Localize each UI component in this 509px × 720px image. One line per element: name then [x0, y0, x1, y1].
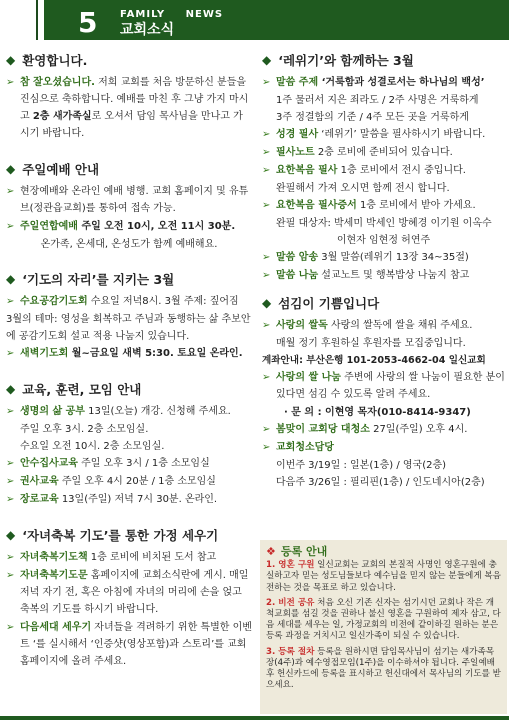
bottom-bar	[0, 716, 509, 720]
diamond-bullet-icon: ◆	[6, 382, 16, 396]
page-number: 5	[78, 6, 98, 39]
left-column	[6, 48, 252, 671]
registration-paragraph-1: 1. 영혼 구원 일신교회는 교회의 본질적 사명인 영혼구원에 충실하고자 믿는 성도님들보다 예수님을 믿지 않는 분들에게 복음 전하는 것을 목표로 하고 있습니다.	[266, 560, 501, 593]
worship-section-title: ◆ 주일예배 안내	[6, 162, 100, 177]
arrow-bullet-icon: ➢	[262, 372, 271, 383]
diamond-bullet-icon: ◆	[262, 53, 272, 67]
leviticus-item-5-line-1: 완필 대상자: 박세미 박세인 방혜경 이기원 이옥수	[276, 218, 492, 229]
blessing-section-title: ◆ ‘자녀축복 기도’를 통한 가정 세우기	[6, 528, 219, 543]
flower-bullet-icon: ❖	[266, 545, 276, 558]
arrow-bullet-icon: ➢	[6, 406, 15, 417]
cleaning-next-week: 다음주 3/26일 : 필리핀(1층) / 인도네시아(2층)	[276, 477, 485, 488]
worship-item-2-cont: 온가족, 온세대, 온성도가 함께 예배해요.	[40, 239, 218, 250]
arrow-bullet-icon: ➢	[262, 442, 271, 453]
registration-paragraph-3: 3. 등록 절차 등록을 원하시면 담임목사님이 섬기는 새가족목장(4주)과 예수영접모임(1주)을 이수하셔야 됩니다. 주일예배후 헌신카드에 등록을 표시하고 헌신대에서 목사님의 기도를 받으세요.	[266, 646, 501, 691]
leviticus-item-5-line-2: 이현자 임현정 허연주	[336, 235, 431, 246]
bank-account-info: 계좌안내: 부산은행 101-2053-4662-04 일신교회	[262, 355, 486, 366]
arrow-bullet-icon: ➢	[6, 296, 15, 307]
arrow-bullet-icon: ➢	[262, 320, 271, 331]
leviticus-item-1-line-2: 3주 정결함의 기준 / 4주 모든 곳을 거룩하게	[276, 112, 469, 123]
registration-paragraph-2: 2. 비전 공유 처음 오신 기존 신자는 섬기시던 교회나 작은 개척교회를 섬길 것을 권하나 불신 영혼을 구원하여 제자 삼고, 다음 세대를 세우는 일, 가정교회의 비전에 같이하길 원하는 분은 등록 과정을 거치시고 일신가족이 되실 수 있습니다.	[266, 597, 501, 642]
welcome-item: ➢ 참 잘오셨습니다. 저희 교회를 처음 방문하신 분들을 진심으로 축하합니다. 예배를 마친 후 그냥 가지 마시고 2층 새가족실로 오셔서 담임 목사님을 만나고 가시기 바랍니다.	[6, 74, 252, 142]
arrow-bullet-icon: ➢	[6, 570, 15, 581]
diamond-bullet-icon: ◆	[6, 162, 16, 176]
arrow-bullet-icon: ➢	[262, 77, 271, 88]
blessing-item-2: ➢ 자녀축복기도문 홈페이지에 교회소식란에 게시. 매일 저녁 자기 전, 혹은 아침에 자녀의 머리에 손을 얹고 축복의 기도를 하시기 바랍니다.	[6, 567, 252, 618]
header-left-block	[0, 0, 38, 40]
leviticus-item-3: ➢ 필사노트 2층 로비에 준비되어 있습니다.	[262, 144, 505, 161]
prayer-item-1-cont: 3월의 테마: 영성을 회복하고 주님과 동행하는 삶 추보안에 공감기도회 설교 적용 나눔지 있습니다.	[6, 314, 251, 342]
diamond-bullet-icon: ◆	[6, 528, 16, 542]
serving-item-3: ➢ 봄맞이 교회당 대청소 27일(주일) 오후 4시.	[262, 421, 505, 438]
cleaning-this-week: 이번주 3/19일 : 일본(1층) / 영국(2층)	[276, 460, 447, 471]
registration-title: ❖ 등록 안내	[266, 545, 328, 558]
arrow-bullet-icon: ➢	[6, 494, 15, 505]
leviticus-item-5: ➢ 요한복음 필사증서 1층 로비에서 받아 가세요.	[262, 197, 505, 214]
leviticus-item-2: ➢ 성경 필사 ‘레위기’ 말씀을 필사하시기 바랍니다.	[262, 126, 505, 143]
welcome-section-title: ◆ 환영합니다.	[6, 53, 88, 68]
arrow-bullet-icon: ➢	[262, 147, 271, 158]
header-title-ko: 교회소식	[120, 22, 175, 38]
right-column	[262, 48, 505, 491]
registration-box	[260, 540, 507, 714]
leviticus-item-1-line-1: 1주 물러서 지은 죄라도 / 2주 사명은 거룩하게	[276, 95, 479, 106]
education-item-2: ➢ 안수집사교육 주일 오후 3시 / 1층 소모임실	[6, 455, 252, 472]
prayer-section-title: ◆ ‘기도의 자리’를 지키는 3월	[6, 272, 175, 287]
arrow-bullet-icon: ➢	[6, 476, 15, 487]
worship-item-2: ➢ 주일연합예배 주일 오전 10시, 오전 11시 30분.	[6, 218, 252, 235]
arrow-bullet-icon: ➢	[6, 221, 15, 232]
arrow-bullet-icon: ➢	[6, 77, 15, 88]
header-titles	[120, 9, 223, 39]
serving-item-1-cont: 매월 정기 후원하실 후원자를 모집중입니다.	[276, 338, 466, 349]
arrow-bullet-icon: ➢	[262, 270, 271, 281]
leviticus-item-4: ➢ 요한복음 필사 1층 로비에서 전시 중입니다.	[262, 162, 505, 179]
header-title-en: FAMILY NEWS	[120, 9, 224, 20]
arrow-bullet-icon: ➢	[6, 552, 15, 563]
arrow-bullet-icon: ➢	[262, 129, 271, 140]
education-item-3: ➢ 권사교육 주일 오후 4시 20분 / 1층 소모임실	[6, 473, 252, 490]
education-item-4: ➢ 장로교육 13일(주일) 저녁 7시 30분. 온라인.	[6, 491, 252, 508]
arrow-bullet-icon: ➢	[262, 252, 271, 263]
blessing-item-3: ➢ 다음세대 세우기 자녀들을 격려하기 위한 특별한 이벤트 ‘를 실시해서 ‘인증샷(영상포함)과 스토리’를 교회 홈페이지에 올려 주세요.	[6, 619, 252, 670]
arrow-bullet-icon: ➢	[6, 622, 15, 633]
education-item-1: ➢ 생명의 삶 공부 13일(오늘) 개강. 신청해 주세요.	[6, 403, 252, 420]
prayer-item-2: ➢ 새벽기도회 월~금요일 새벽 5:30. 토요일 온라인.	[6, 345, 252, 362]
leviticus-item-7: ➢ 말씀 나눔 설교노트 및 행복밥상 나눔지 참고	[262, 267, 505, 284]
blessing-item-1: ➢ 자녀축복기도책 1층 로비에 비치된 도서 참고	[6, 549, 252, 566]
arrow-bullet-icon: ➢	[262, 424, 271, 435]
diamond-bullet-icon: ◆	[6, 53, 16, 67]
contact-info: · 문 의 : 이현영 목자(010-8414-9347)	[284, 407, 471, 418]
worship-item-1: ➢ 현장예배와 온라인 예배 병행. 교회 홈페이지 및 유튜브(정관읍교회)를 통하여 접속 가능.	[6, 183, 252, 217]
diamond-bullet-icon: ◆	[262, 296, 272, 310]
serving-item-4: ➢ 교회청소담당	[262, 439, 505, 456]
education-item-1-line-1: 주일 오후 3시. 2층 소모임실.	[20, 424, 149, 435]
header-band	[38, 0, 509, 40]
leviticus-item-4-cont: 완필해서 가져 오시면 함께 전시 합니다.	[276, 183, 450, 194]
education-section-title: ◆ 교육, 훈련, 모임 안내	[6, 382, 142, 397]
page-header	[0, 0, 509, 40]
diamond-bullet-icon: ◆	[6, 272, 16, 286]
leviticus-section-title: ◆ ‘레위기’와 함께하는 3월	[262, 53, 414, 68]
prayer-item-1: ➢ 수요공감기도회 수요일 저녁8시. 3월 주제: 짚어짐	[6, 293, 252, 310]
serving-item-1: ➢ 사랑의 쌀독 사랑의 쌀독에 쌀을 채워 주세요.	[262, 317, 505, 334]
arrow-bullet-icon: ➢	[6, 348, 15, 359]
leviticus-item-1: ➢ 말씀 주제 ‘거룩함과 성결로서는 하나님의 백성’	[262, 74, 505, 91]
leviticus-item-6: ➢ 말씀 암송 3월 말씀(레위기 13장 34~35절)	[262, 249, 505, 266]
arrow-bullet-icon: ➢	[262, 165, 271, 176]
serving-item-2: ➢ 사랑의 쌀 나눔 주변에 사랑의 쌀 나눔이 필요한 분이 있다면 섬김 수 있도록 알려 주세요.	[262, 369, 505, 403]
education-item-1-line-2: 수요일 오전 10시. 2층 소모임실.	[20, 441, 165, 452]
arrow-bullet-icon: ➢	[6, 458, 15, 469]
arrow-bullet-icon: ➢	[6, 186, 15, 197]
serving-section-title: ◆ 섬김이 기쁨입니다	[262, 296, 380, 311]
arrow-bullet-icon: ➢	[262, 200, 271, 211]
